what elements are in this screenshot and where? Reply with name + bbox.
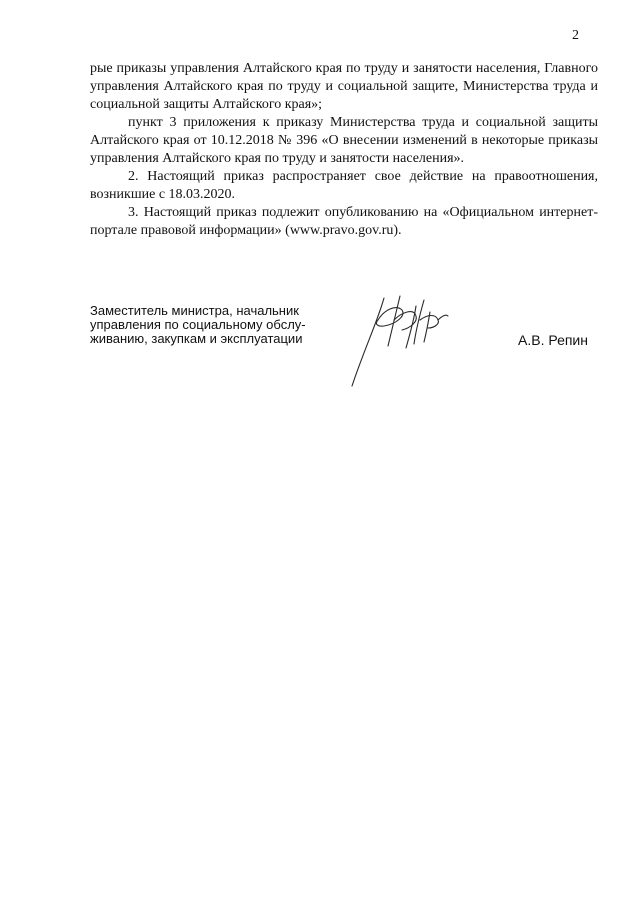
signature-block	[90, 304, 610, 394]
paragraph-clause-3: 3. Настоящий приказ подлежит опубликованию на «Официальном интернет-портале правовой информации» (www.pravo.gov.ru).	[90, 205, 598, 238]
page-number: 2	[572, 28, 579, 43]
handwritten-signature	[344, 290, 464, 390]
signer-name: А.В. Репин	[518, 332, 588, 348]
signer-title-line: Заместитель министра, начальник	[90, 303, 299, 318]
paragraph-item-3: пункт 3 приложения к приказу Министерства труда и социальной защиты Алтайского края от 10.12.2018 № 396 «О внесении изменений в некоторые приказы управления Алтайского края по труду и занятости населения».	[90, 115, 598, 166]
signer-title	[90, 304, 340, 346]
signer-title-line: управления по социальному обслу-	[90, 317, 306, 332]
document-body	[90, 60, 598, 240]
paragraph-clause-2: 2. Настоящий приказ распространяет свое действие на правоотношения, возникшие с 18.03.2020.	[90, 169, 598, 202]
signer-title-line: живанию, закупкам и эксплуатации	[90, 331, 303, 346]
paragraph-continuation: рые приказы управления Алтайского края по труду и занятости населения, Главного управления Алтайского края по труду и социальной защите, Министерства труда и социальной защиты Алтайского края»;	[90, 61, 598, 112]
